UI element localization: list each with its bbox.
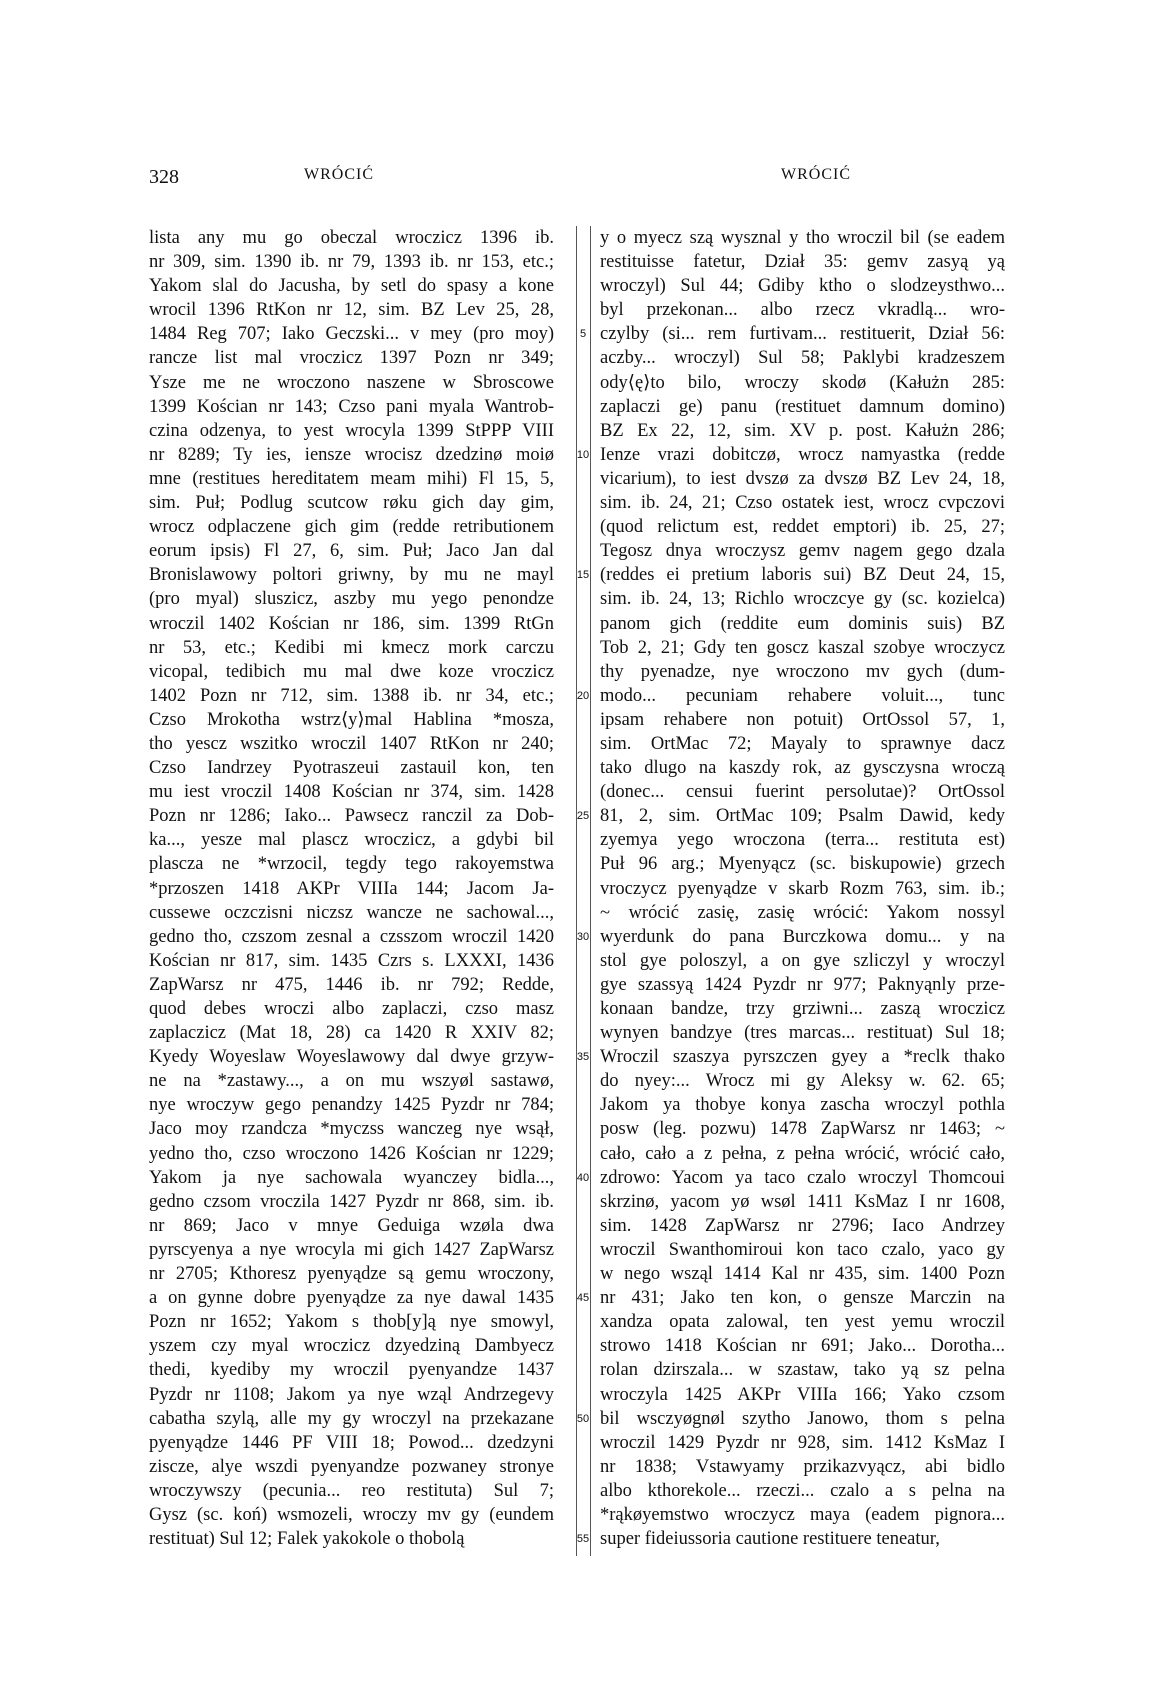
text-line: ZapWarsz nr 475, 1446 ib. nr 792; Redde,: [149, 974, 554, 995]
text-line: wroczil 1402 Kościan nr 186, sim. 1399 RtGn: [149, 613, 554, 634]
text-line: thy pyenadze, nye wroczono mv gych (dum-: [600, 661, 1005, 682]
text-line: 1484 Reg 707; Iako Geczski... v mey (pro moy): [149, 324, 554, 345]
text-line: sim. ib. 24, 21; Czso ostatek iest, wrocz cvpczovi: [600, 493, 1005, 514]
line-number: 5: [579, 328, 587, 341]
text-line: gedno czsom vroczila 1427 Pyzdr nr 868, sim. ib.: [149, 1191, 554, 1212]
text-line: y o myecz szą wysznal y tho wroczil bil (se eadem: [600, 228, 1005, 248]
text-line: w nego wsząl 1414 Kal nr 435, sim. 1400 Pozn: [600, 1264, 1005, 1285]
text-line: zyemya yego wroczona (terra... restituta est): [600, 830, 1005, 851]
text-line: tako dlugo na kaszdy rok, az gysczysna wroczą: [600, 758, 1005, 779]
text-line: sim. Puł; Podlug scutcow røku gich day gim,: [149, 493, 554, 514]
text-line: quod debes wroczi albo zaplaczi, czso masz: [149, 999, 554, 1019]
text-line: *rąkøyemstwo wroczycz maya (eadem pignora...: [600, 1504, 1005, 1525]
text-line: vroczycz pyenyądze v skarb Rozm 763, sim. ib.;: [600, 878, 1005, 899]
text-line: vicopal, tedibich mu mal dwe koze vroczicz: [149, 661, 554, 682]
text-line: nye wroczyw gego penandzy 1425 Pyzdr nr 784;: [149, 1095, 554, 1116]
text-line: ipsam rehabere non potuit) OrtOssol 57, 1,: [600, 709, 1005, 730]
line-number: 35: [576, 1051, 590, 1064]
text-line: Pozn nr 1286; Iako... Pawsecz ranczil za Dob-: [149, 806, 554, 827]
text-line: Yakom slal do Jacusha, by setl do spasy a kone: [149, 276, 554, 297]
text-line: zaplaczi ge) panu (restituet damnum domino): [600, 396, 1005, 417]
text-line: konaan bandze, trzy grziwni... zaszą wroczicz: [600, 999, 1005, 1019]
text-line: aczby... wroczyl) Sul 58; Paklybi kradzeszem: [600, 348, 1005, 369]
text-line: thedi, kyediby my wroczil pyenyandze 1437: [149, 1360, 554, 1381]
column-rule-left: [576, 226, 577, 1556]
line-number: 10: [576, 448, 590, 461]
text-line: sim. ib. 24, 13; Richlo wroczcye gy (sc. kozielca): [600, 589, 1005, 610]
text-line: (reddes ei pretium laboris sui) BZ Deut 24, 15,: [600, 565, 1005, 586]
text-line: ne na *zastawy..., a on mu wszyøl sastawø,: [149, 1071, 554, 1092]
text-line: nr 869; Jaco v mnye Geduiga wzøla dwa: [149, 1215, 554, 1236]
text-line: zaplaczicz (Mat 18, 28) ca 1420 R XXIV 82;: [149, 1023, 554, 1044]
text-line: Tegosz dnya wroczysz gemv nagem gego dzala: [600, 541, 1005, 562]
text-line: cało, cało a z pełna, z pełna wrócić, wrócić cało,: [600, 1143, 1005, 1164]
text-line: cabatha szylą, alle my gy wroczyl na przekazane: [149, 1408, 554, 1429]
line-number: 25: [576, 810, 590, 823]
text-line: eorum ipsis) Fl 27, 6, sim. Puł; Jaco Jan dal: [149, 541, 554, 562]
text-line: a on gynne dobre pyenyądze za nye dawal 1435: [149, 1288, 554, 1309]
text-line: panom gich (reddite eum dominis suis) BZ: [600, 613, 1005, 634]
text-line: wroczil 1429 Pyzdr nr 928, sim. 1412 KsMaz I: [600, 1432, 1005, 1453]
text-line: lista any mu go obeczal wroczicz 1396 ib.: [149, 228, 554, 248]
line-number: 40: [576, 1171, 590, 1184]
text-line: 1402 Pozn nr 712, sim. 1388 ib. nr 34, etc.;: [149, 685, 554, 706]
text-line: bil wsczyøgnøl szytho Janowo, thom s pelna: [600, 1408, 1005, 1429]
text-line: wroczyla 1425 AKPr VIIIa 166; Yako czsom: [600, 1384, 1005, 1405]
line-number: 30: [576, 930, 590, 943]
text-line: zdrowo: Yacom ya taco czalo wroczyl Thomcoui: [600, 1167, 1005, 1188]
text-line: BZ Ex 22, 12, sim. XV p. post. Kałużn 286;: [600, 420, 1005, 441]
text-line: albo kthorekole... rzeczi... czalo a s pelna na: [600, 1480, 1005, 1501]
text-line: do nyey:... Wrocz mi gy Aleksy w. 62. 65;: [600, 1071, 1005, 1092]
running-head-right: WRÓCIĆ: [781, 166, 851, 183]
text-line: wrocz odplaczene gich gim (redde retributionem: [149, 517, 554, 538]
text-line: wynyen bandzye (tres marcas... restituat) Sul 18;: [600, 1023, 1005, 1044]
text-line: Pozn nr 1652; Yakom s thob[y]ą nye smowyl,: [149, 1312, 554, 1333]
text-line: restituisse fatetur, Dział 35: gemv zasyą yą: [600, 252, 1005, 273]
page-number: 328: [149, 166, 179, 188]
text-line: sim. 1428 ZapWarsz nr 2796; Iaco Andrzey: [600, 1215, 1005, 1236]
text-line: Kościan nr 817, sim. 1435 Czrs s. LXXXI, 1436: [149, 950, 554, 971]
text-line: strowo 1418 Kościan nr 691; Jako... Dorotha...: [600, 1336, 1005, 1357]
text-line: Yakom ja nye sachowala wyanczey bidla...,: [149, 1167, 554, 1188]
text-line: pyenyądze 1446 PF VIII 18; Powod... dzedzyni: [149, 1432, 554, 1453]
text-line: Gysz (sc. koń) wsmozeli, wroczy mv gy (eundem: [149, 1504, 554, 1525]
text-line: nr 431; Jako ten kon, o gensze Marczin na: [600, 1288, 1005, 1309]
text-line: gedno tho, czszom zesnal a czsszom wroczil 1420: [149, 926, 554, 947]
text-line: super fideiussoria cautione restituere teneatur,: [600, 1529, 940, 1550]
text-line: rancze list mal vroczicz 1397 Pozn nr 349;: [149, 348, 554, 369]
text-line: nr 8289; Ty ies, iensze wrocisz dzedzinø moiø: [149, 444, 554, 465]
text-line: (pro myal) sluszicz, aszby mu yego penondze: [149, 589, 554, 610]
text-line: plascza ne *wrzocil, tegdy tego rakoyemstwa: [149, 854, 554, 875]
text-line: *przoszen 1418 AKPr VIIIa 144; Jacom Ja-: [149, 878, 554, 899]
text-line: Wroczil szaszya pyrszczen gyey a *reclk thako: [600, 1047, 1005, 1068]
text-line: czina odzenya, to yest wrocyla 1399 StPPP VIII: [149, 420, 554, 441]
text-line: restituat) Sul 12; Falek yakokole o thobolą: [149, 1529, 465, 1550]
line-number: 20: [576, 689, 590, 702]
line-number: 50: [576, 1412, 590, 1425]
text-line: Puł 96 arg.; Myenyącz (sc. biskupowie) grzech: [600, 854, 1005, 875]
left-column: [149, 226, 554, 1551]
text-line: Czso Iandrzey Pyotraszeui zastauil kon, ten: [149, 758, 554, 779]
text-line: Kyedy Woyeslaw Woyeslawowy dal dwye grzyw-: [149, 1047, 554, 1068]
text-line: Jaco moy rzandcza *myczss wanczeg nye wsął,: [149, 1119, 554, 1140]
text-line: yedno tho, czso wroczono 1426 Kościan nr 1229;: [149, 1143, 554, 1164]
line-number: 45: [576, 1292, 590, 1305]
text-line: rolan dzirszala... w szastaw, tako yą sz pelna: [600, 1360, 1005, 1381]
text-line: wyerdunk do pana Burczkowa domu... y na: [600, 926, 1005, 947]
text-line: mu iest vroczil 1408 Kościan nr 374, sim. 1428: [149, 782, 554, 803]
text-line: vicarium), to iest dvszø za dvszø BZ Lev 24, 18,: [600, 468, 1005, 489]
text-line: 1399 Kościan nr 143; Czso pani myala Wantrob-: [149, 396, 554, 417]
text-line: Tob 2, 21; Gdy ten goscz kaszal szobye wroczycz: [600, 637, 1005, 658]
text-line: nr 1838; Vstawyamy przikazvyącz, abi bidlo: [600, 1456, 1005, 1477]
text-line: pyrscyenya a nye wrocyla mi gich 1427 ZapWarsz: [149, 1239, 554, 1260]
text-line: gye szassyą 1424 Pyzdr nr 977; Paknyąnly prze-: [600, 974, 1005, 995]
text-line: ody⟨ę⟩to bilo, wroczy skodø (Kałużn 285:: [600, 372, 1005, 393]
text-line: nr 309, sim. 1390 ib. nr 79, 1393 ib. nr 153, etc.;: [149, 252, 554, 273]
text-line: stol gye poloszyl, a on gye szliczyl y wroczyl: [600, 950, 1005, 971]
text-line: Ienze vrazi dobitczø, wrocz namyastka (redde: [600, 444, 1005, 465]
text-line: ~ wrócić zasię, zasię wrócić: Yakom nossyl: [600, 902, 1005, 923]
text-line: (quod relictum est, reddet emptori) ib. 25, 27;: [600, 517, 1005, 538]
running-head-left: WRÓCIĆ: [304, 166, 374, 183]
text-line: cussewe oczczisni niczsz wancze ne sachowal...,: [149, 902, 554, 923]
right-column: [600, 226, 1005, 1551]
line-number: 55: [576, 1533, 590, 1546]
text-line: byl przekonan... albo rzecz vkradlą... wro-: [600, 300, 1005, 321]
text-line: Bronislawowy poltori griwny, by mu ne mayl: [149, 565, 554, 586]
text-line: tho yescz wszitko wroczil 1407 RtKon nr 240;: [149, 733, 554, 754]
text-line: Pyzdr nr 1108; Jakom ya nye wząl Andrzegevy: [149, 1384, 554, 1405]
text-line: ka..., yesze mal plascz wroczicz, a gdybi bil: [149, 830, 554, 851]
text-line: Ysze me ne wroczono naszene w Sbroscowe: [149, 372, 554, 393]
text-line: modo... pecuniam rehabere voluit..., tunc: [600, 685, 1005, 706]
column-rule-right: [590, 226, 591, 1556]
text-line: 81, 2, sim. OrtMac 109; Psalm Dawid, kedy: [600, 806, 1005, 827]
text-line: czylby (si... rem furtivam... restituerit, Dział 56:: [600, 324, 1005, 345]
text-line: Jakom ya thobye konya zascha wroczyl pothla: [600, 1095, 1005, 1116]
text-line: mne (restitues hereditatem meam mihi) Fl 15, 5,: [149, 468, 554, 489]
text-line: Czso Mrokotha wstrz⟨y⟩mal Hablina *mosza,: [149, 709, 554, 730]
text-line: xandza opata zalowal, ten yest yemu wroczil: [600, 1312, 1005, 1333]
text-line: wroczywszy (pecunia... reo restituta) Sul 7;: [149, 1480, 554, 1501]
text-line: yszem czy myal wroczicz dzyedziną Dambyecz: [149, 1336, 554, 1357]
text-line: nr 53, etc.; Kedibi mi kmecz mork carczu: [149, 637, 554, 658]
text-line: wroczil Swanthomiroui kon taco czalo, yaco gy: [600, 1239, 1005, 1260]
text-line: sim. OrtMac 72; Mayaly to sprawnye dacz: [600, 733, 1005, 754]
text-line: skrzinø, yacom yø wsøl 1411 KsMaz I nr 1608,: [600, 1191, 1005, 1212]
line-number: 15: [576, 569, 590, 582]
text-line: ziscze, alye wszdi pyenyandze pozwaney stronye: [149, 1456, 554, 1477]
text-line: wroczyl) Sul 44; Gdiby ktho o slodzeysthwo...: [600, 276, 1005, 297]
text-line: (donec... censui fuerint persolutae)? OrtOssol: [600, 782, 1005, 803]
text-line: nr 2705; Kthoresz pyenyądze są gemu wroczony,: [149, 1264, 554, 1285]
text-line: posw (leg. pozwu) 1478 ZapWarsz nr 1463; ~: [600, 1119, 1005, 1140]
text-line: wrocil 1396 RtKon nr 12, sim. BZ Lev 25, 28,: [149, 300, 554, 321]
